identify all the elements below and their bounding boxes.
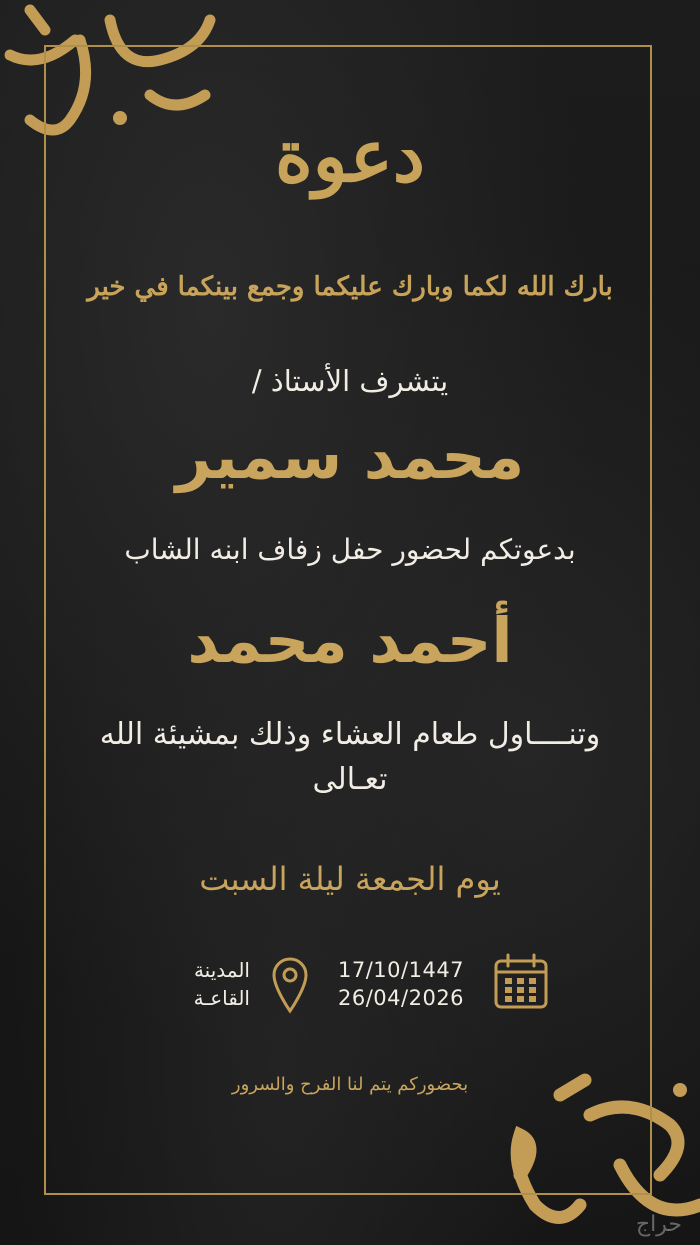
date-place-row bbox=[0, 950, 700, 1020]
calendar-icon bbox=[493, 953, 549, 1015]
location-pin-icon bbox=[270, 954, 310, 1018]
footer-text: بحضوركم يتم لنا الفرح والسرور bbox=[231, 1074, 469, 1095]
city: المدينة bbox=[193, 958, 250, 982]
invitation-title: دعوة bbox=[275, 113, 425, 198]
honor-line: يتشرف الأستاذ / bbox=[251, 364, 449, 398]
site-watermark: حراج bbox=[635, 1212, 682, 1237]
invite-line: بدعوتكم لحضور حفل زفاف ابنه الشاب bbox=[124, 533, 576, 566]
dinner-line: وتنــــاول طعام العشاء وذلك بمشيئة الله تعـالى bbox=[99, 717, 601, 797]
blessing-text: بارك الله لكما وبارك عليكما وجمع بينكما في خير bbox=[87, 272, 613, 302]
day-line: يوم الجمعة ليلة السبت bbox=[199, 860, 501, 898]
place-block bbox=[140, 956, 250, 1012]
dates-block bbox=[338, 956, 483, 1013]
date-gregorian: 26/04/2026 bbox=[338, 986, 465, 1011]
host-name: محمد سمير bbox=[175, 420, 525, 493]
venue: القاعـة bbox=[193, 986, 250, 1010]
date-hijri: 17/10/1447 bbox=[338, 958, 465, 982]
groom-name: أحمد محمد bbox=[187, 604, 513, 677]
